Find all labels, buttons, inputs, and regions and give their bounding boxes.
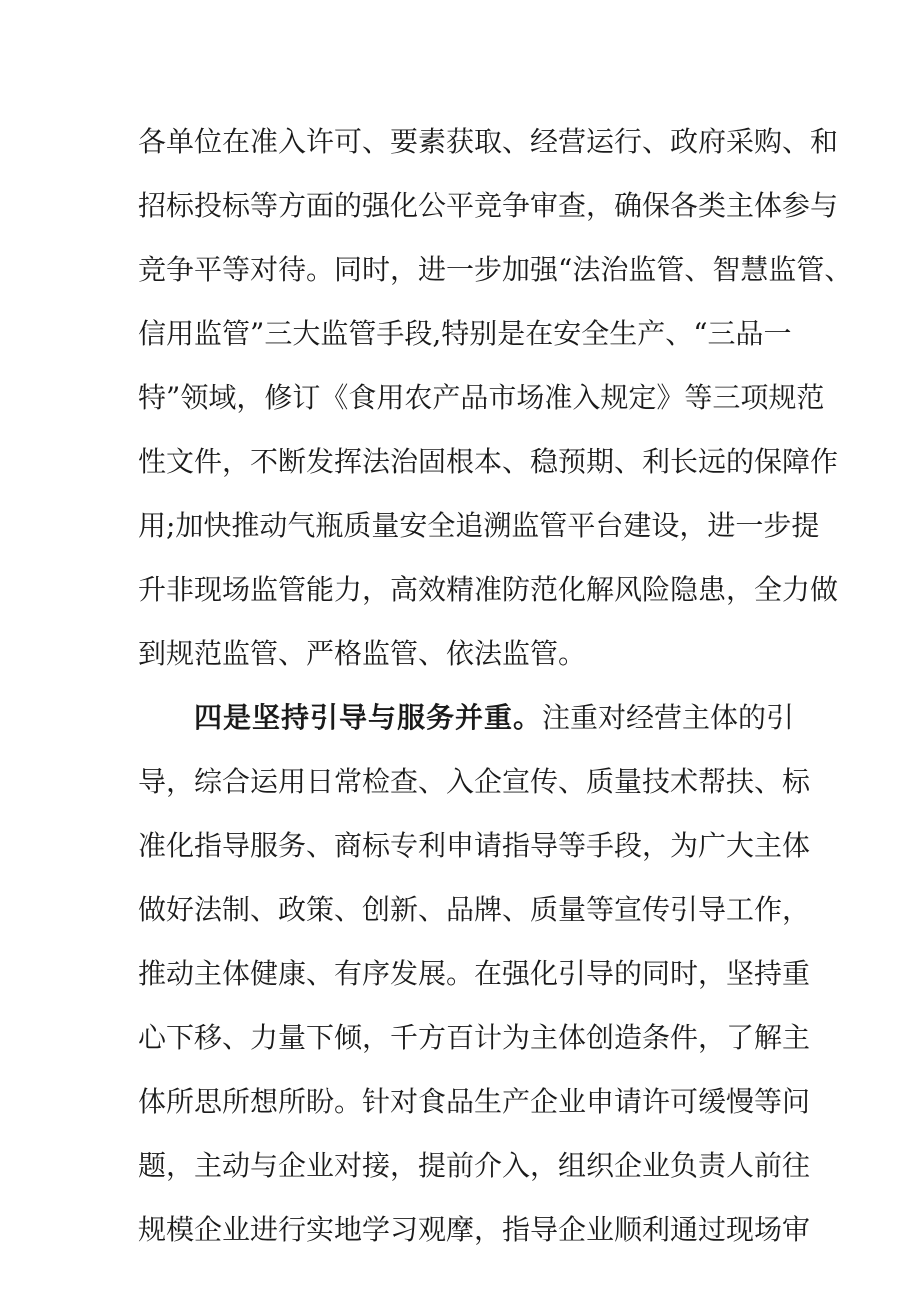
paragraph-2-line-7: 体所思所想所盼。针对食品生产企业申请许可缓慢等问: [138, 1085, 811, 1118]
paragraph-1-line-2: 招标投标等方面的强化公平竞争审查，确保各类主体参与: [138, 189, 839, 222]
paragraph-2-line-1: [194, 698, 794, 738]
paragraph-1-line-1: 各单位在准入许可、要素获取、经营运行、政府采购、和: [138, 125, 839, 158]
paragraph-2-line-6: 心下移、力量下倾，千方百计为主体创造条件，了解主: [138, 1021, 811, 1054]
paragraph-2-line-8: 题，主动与企业对接，提前介入，组织企业负责人前往: [138, 1149, 811, 1182]
paragraph-2-line-5: 推动主体健康、有序发展。在强化引导的同时，坚持重: [138, 957, 811, 990]
paragraph-1-line-5: 特”领域，修订《食用农产品市场准入规定》等三项规范: [138, 381, 825, 414]
paragraph-1-line-6: 性文件，不断发挥法治固根本、稳预期、利长远的保障作: [138, 445, 839, 478]
paragraph-1-line-8: 升非现场监管能力，高效精准防范化解风险隐患，全力做: [138, 573, 839, 606]
paragraph-1-line-4: 信用监管”三大监管手段,特别是在安全生产、“三品一: [138, 317, 792, 350]
paragraph-1-line-7: 用;加快推动气瓶质量安全追溯监管平台建设，进一步提: [138, 509, 820, 542]
paragraph-2-line-2: 导，综合运用日常检查、入企宣传、质量技术帮扶、标: [138, 765, 811, 798]
paragraph-2-line-4: 做好法制、政策、创新、品牌、质量等宣传引导工作，: [138, 893, 811, 926]
paragraph-2-line-3: 准化指导服务、商标专利申请指导等手段，为广大主体: [138, 829, 811, 862]
paragraph-1-line-3: 竞争平等对待。同时，进一步加强“法治监管、智慧监管、: [138, 253, 853, 286]
paragraph-2-heading: 四是坚持引导与服务并重。: [194, 701, 543, 734]
paragraph-1-line-9: 到规范监管、严格监管、依法监管。: [138, 637, 587, 670]
paragraph-2-line-9: 规模企业进行实地学习观摩，指导企业顺利通过现场审: [138, 1213, 811, 1246]
paragraph-2-first-line-rest: 注重对经营主体的引: [542, 701, 795, 734]
